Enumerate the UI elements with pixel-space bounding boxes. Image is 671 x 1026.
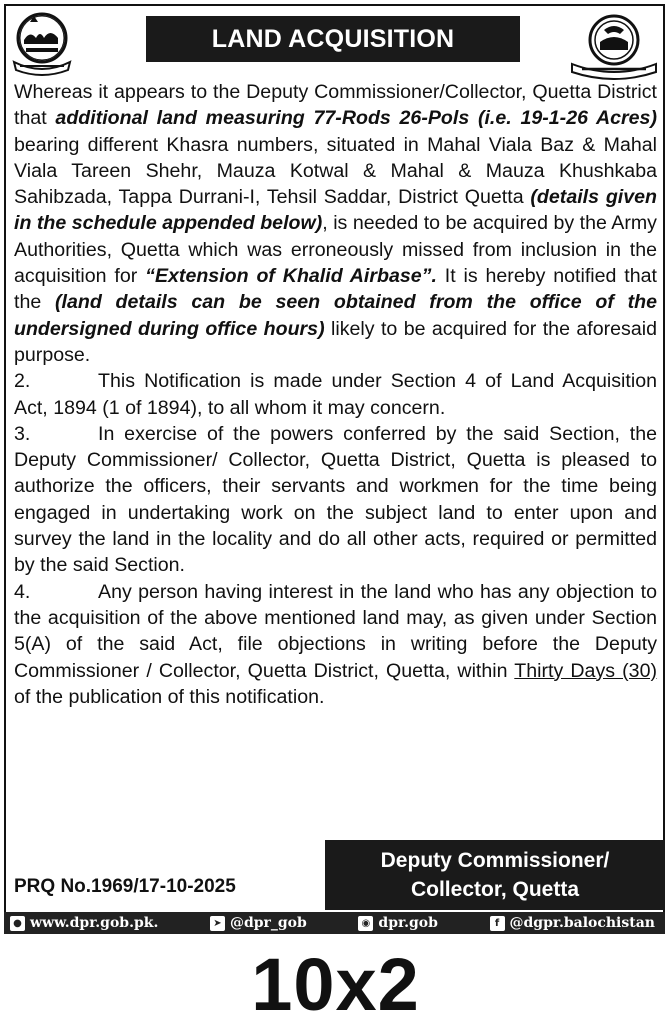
notice-body — [14, 79, 657, 710]
instagram-icon: ◉ — [358, 916, 373, 931]
land-measure-text: additional land measuring 77-Rods 26-Pols (i.e. 19-1-26 Acres) — [55, 107, 657, 130]
footer-instagram[interactable]: ◉ dpr.gob — [358, 915, 437, 931]
globe-icon: ● — [10, 916, 25, 931]
signatory-line-2: Collector, Quetta — [410, 878, 580, 901]
schedule-note-text: (details given in the schedule appended below) — [14, 186, 657, 235]
paragraph-4: 4. Any person having interest in the land who has any objection to the acquisition of the above mentioned land may, as given under Section 5(A) of the said Act, file objections in writing before the Deputy Commissioner / Collector, Quetta District, Quetta, within Thirty Days (30) of the publication of this notification. — [14, 580, 658, 708]
twitter-icon: ➤ — [210, 916, 225, 931]
balochistan-emblem-icon — [10, 10, 74, 80]
signatory-block — [325, 840, 665, 910]
footer-facebook[interactable]: f @dgpr.balochistan — [490, 915, 655, 931]
deadline-text: Thirty Days (30) — [514, 659, 658, 682]
prq-number: PRQ No.1969/17-10-2025 — [14, 876, 236, 897]
footer-bar — [4, 912, 665, 934]
project-name-text: “Extension of Khalid Airbase”. — [145, 265, 437, 288]
dgpr-emblem-icon — [568, 10, 660, 80]
footer-twitter[interactable]: ➤ @dpr_gob — [210, 915, 307, 931]
facebook-icon: f — [490, 916, 505, 931]
ad-size-label: 10x2 — [251, 943, 420, 1026]
office-note-text: (land details can be seen obtained from the office of the undersigned during office hours) — [14, 291, 657, 340]
signatory-line-1: Deputy Commissioner/ — [380, 849, 610, 872]
paragraph-1: Whereas it appears to the Deputy Commissioner/Collector, Quetta District that additional land measuring 77-Rods 26-Pols (i.e. 19-1-26 Acres) bearing different Khasra numbers, situated in Mahal Viala Baz & Mahal Viala Tareen Shehr, Mauza Kotwal & Mahal & Mauza Khushkaba Sahibzada, Tappa Durrani-I, Tehsil Saddar, District Quetta (details given in the schedule appended below), is needed to be acquired by the Army Authorities, Quetta which was erroneously missed from inclusion in the acquisition for “Extension of Khalid Airbase”. It is hereby notified that the (land details can be seen obtained from the office of the undersigned during office hours) likely to be acquired for the aforesaid purpose. — [14, 81, 657, 366]
footer-website[interactable]: ● www.dpr.gob.pk. — [10, 915, 158, 931]
paragraph-3: 3. In exercise of the powers conferred by the said Section, the Deputy Commissioner/ Collector, Quetta District, Quetta is pleased to authorize the officers, their servants and workmen for the time being engaged in undertaking work on the subject land to enter upon and survey the land in the locality and do all other acts, required or permitted by the said Section. — [14, 422, 657, 577]
notice-title: LAND ACQUISITION — [146, 16, 520, 62]
paragraph-2: 2. This Notification is made under Section 4 of Land Acquisition Act, 1894 (1 of 1894), to all whom it may concern. — [14, 370, 657, 419]
